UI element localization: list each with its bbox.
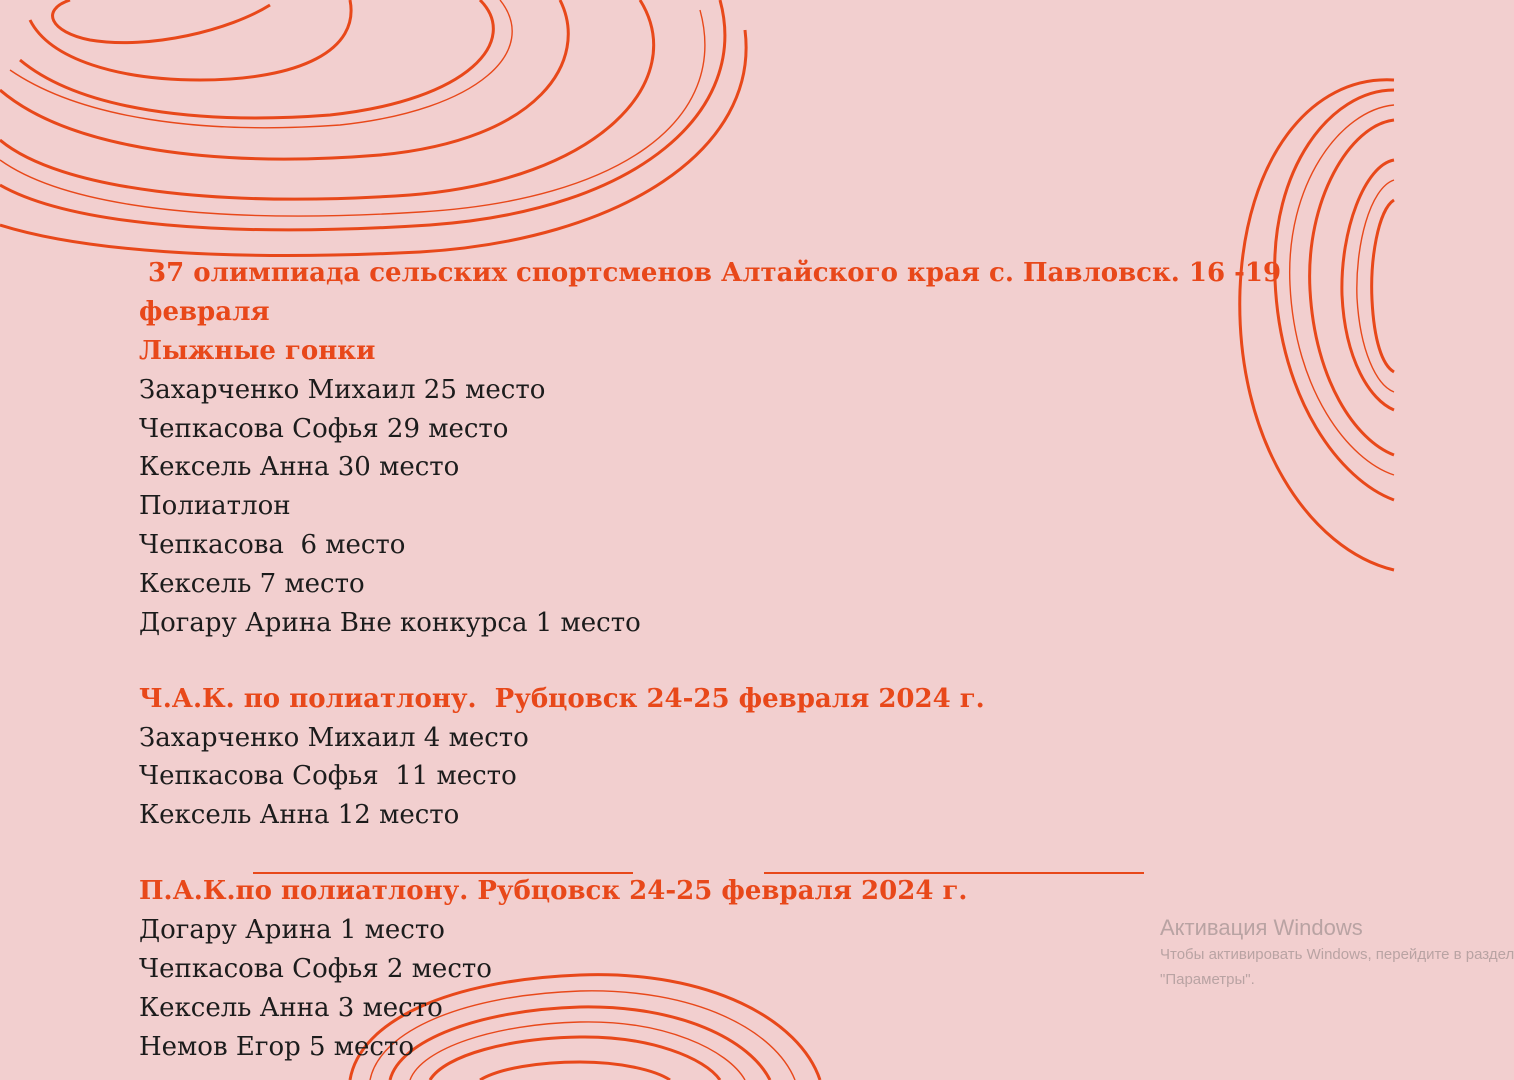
subsection-label: Полиатлон [139,491,291,522]
wood-rings-top-left-decoration [0,0,760,270]
section-heading-line: февраля [139,296,270,327]
section-heading-line: 37 олимпиада сельских спортсменов Алтайского края с. Павловск. 16 -19 [139,258,1282,288]
result-entry: Кексель Анна 30 место [139,452,460,483]
result-entry: Захарченко Михаил 25 место [139,374,546,405]
section-pak-polyathlon [139,872,1259,1066]
section-olympiad-pavlovsk [139,254,1282,643]
result-entry: Захарченко Михаил 4 место [139,722,529,753]
result-entry: Чепкасова 6 место [139,530,406,561]
section-heading-line: Ч.А.К. по полиатлону. Рубцовск 24-25 февраля 2024 г. [139,683,985,714]
result-entry: Кексель 7 место [139,569,365,600]
result-entry: Догару Арина 1 место [139,914,445,945]
section-chak-polyathlon [139,680,1259,836]
result-entry: Чепкасова Софья 11 место [139,761,517,792]
result-entry: Кексель Анна 12 место [139,800,460,831]
subsection-heading: Лыжные гонки [139,335,376,366]
result-entry: Чепкасова Софья 2 место [139,953,492,984]
result-entry: Чепкасова Софья 29 место [139,413,509,444]
watermark-title: Активация Windows [1160,915,1363,940]
windows-activation-watermark [1160,914,1514,992]
section-heading-line: П.А.К.по полиатлону. Рубцовск 24-25 февраля 2024 г. [139,876,968,907]
watermark-line: Чтобы активировать Windows, перейдите в раздел [1160,946,1514,963]
watermark-line: "Параметры". [1160,971,1255,988]
result-entry: Кексель Анна 3 место [139,992,443,1023]
result-entry: Немов Егор 5 место [139,1031,415,1062]
result-entry: Догару Арина Вне конкурса 1 место [139,608,641,639]
